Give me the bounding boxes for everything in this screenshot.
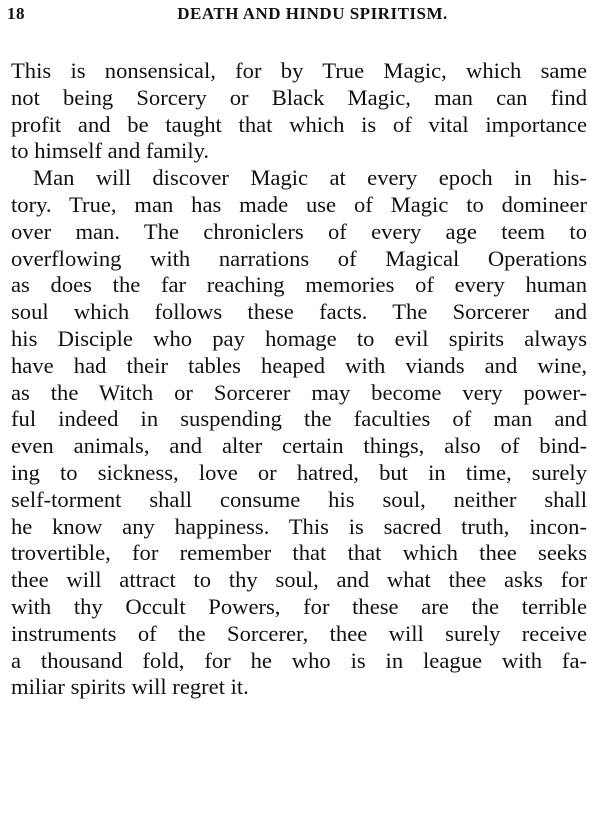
text-line: This is nonsensical, for by True Magic, which same xyxy=(11,58,587,83)
text-line: thee will attract to thy soul, and what thee asks for xyxy=(11,567,587,593)
text-line: as does the far reaching memories of every human xyxy=(11,272,587,298)
paragraph-1 xyxy=(11,58,587,165)
page-number: 18 xyxy=(7,4,25,23)
running-title: DEATH AND HINDU SPIRITISM. xyxy=(177,4,448,23)
text-line: instruments of the Sorcerer, thee will surely receive xyxy=(11,620,587,646)
text-line: Man will discover Magic at every epoch in his- xyxy=(33,165,587,191)
text-line: miliar spirits will regret it. xyxy=(11,674,249,700)
text-line: profit and be taught that which is of vital importance xyxy=(11,111,587,137)
text-line: even animals, and alter certain things, also of bind- xyxy=(11,433,587,459)
text-line: ful indeed in suspending the faculties of man and xyxy=(11,406,587,432)
text-line: soul which follows these facts. The Sorcerer and xyxy=(11,299,587,325)
text-line: overflowing with narrations of Magical Operations xyxy=(11,245,587,271)
text-line: have had their tables heaped with viands and wine, xyxy=(11,352,587,378)
text-line: over man. The chroniclers of every age teem to xyxy=(11,218,587,244)
text-line: not being Sorcery or Black Magic, man can find xyxy=(11,84,587,110)
text-line: ing to sickness, love or hatred, but in time, surely xyxy=(11,459,587,485)
text-line: with thy Occult Powers, for these are the terrible xyxy=(11,593,587,619)
text-line: to himself and family. xyxy=(11,138,210,164)
text-line: a thousand fold, for he who is in league with fa- xyxy=(11,647,587,673)
text-line: tory. True, man has made use of Magic to domineer xyxy=(11,191,587,217)
text-line: trovertible, for remember that that which thee seeks xyxy=(11,540,587,566)
text-line: his Disciple who pay homage to evil spirits always xyxy=(11,325,587,351)
paragraph-2 xyxy=(11,165,587,701)
text-line: as the Witch or Sorcerer may become very power- xyxy=(11,379,587,405)
body-text xyxy=(11,58,587,701)
text-line: he know any happiness. This is sacred truth, incon- xyxy=(11,513,587,539)
running-head xyxy=(7,4,594,30)
text-line: self-torment shall consume his soul, neither shall xyxy=(11,486,587,512)
